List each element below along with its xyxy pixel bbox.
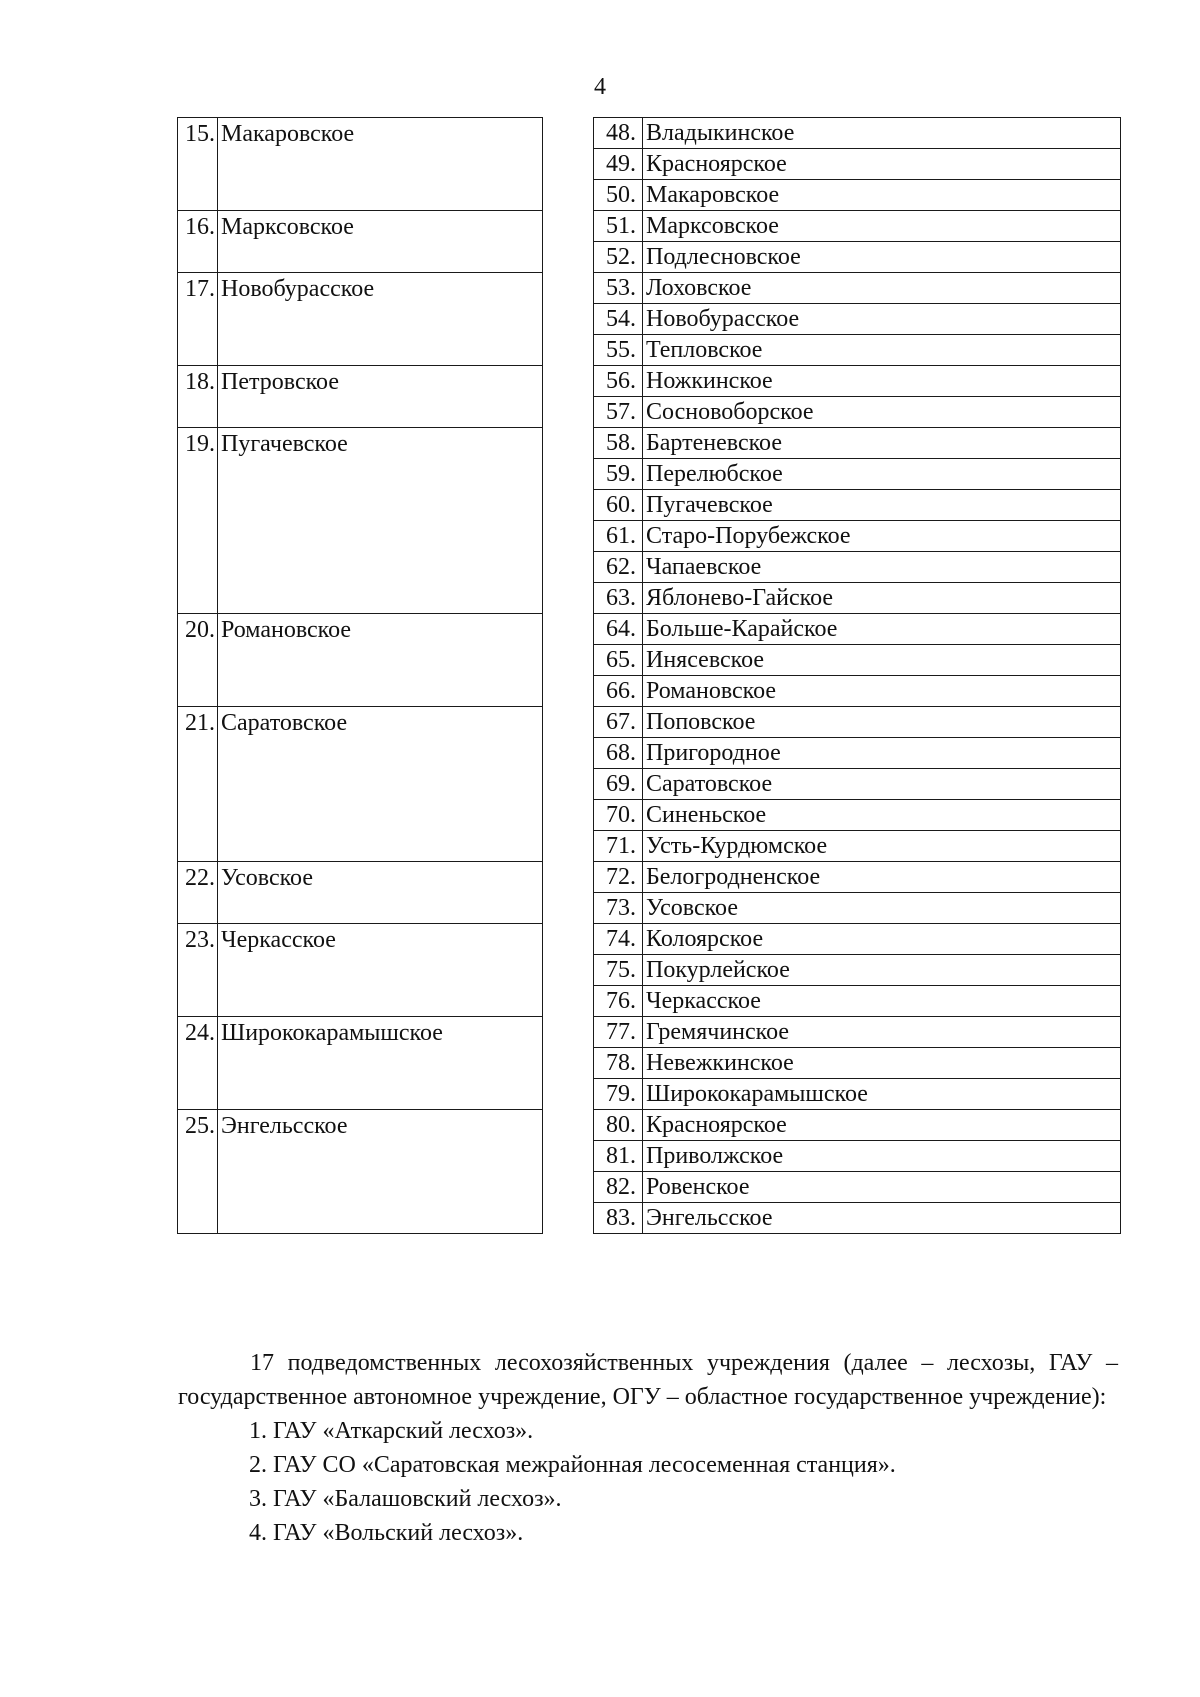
district-number: 17. (178, 273, 218, 366)
page-number: 4 (594, 74, 606, 100)
forestry-name: Марксовское (643, 211, 1121, 242)
forestry-name: Новобурасское (643, 304, 1121, 335)
forestry-number: 62. (594, 552, 643, 583)
district-number: 18. (178, 366, 218, 428)
forestry-number: 76. (594, 986, 643, 1017)
forestry-table-body (178, 118, 1121, 1234)
forestry-number: 72. (594, 862, 643, 893)
district-number: 24. (178, 1017, 218, 1110)
district-number: 22. (178, 862, 218, 924)
forestry-name: Романовское (643, 676, 1121, 707)
forestry-number: 48. (594, 118, 643, 149)
forestry-name: Усть-Курдюмское (643, 831, 1121, 862)
forestry-name: Старо-Порубежское (643, 521, 1121, 552)
forestry-number: 53. (594, 273, 643, 304)
forestry-number: 83. (594, 1203, 643, 1234)
district-name: Новобурасское (218, 273, 543, 366)
forestry-name: Владыкинское (643, 118, 1121, 149)
forestry-number: 81. (594, 1141, 643, 1172)
table-row (178, 211, 1121, 242)
spacer-cell (543, 428, 594, 614)
table-row (178, 118, 1121, 149)
table-row (178, 1110, 1121, 1141)
forestry-name: Поповское (643, 707, 1121, 738)
forestry-number: 79. (594, 1079, 643, 1110)
table-row (178, 924, 1121, 955)
spacer-cell (543, 614, 594, 707)
forestry-name: Тепловское (643, 335, 1121, 366)
district-name: Энгельсское (218, 1110, 543, 1234)
forestry-number: 57. (594, 397, 643, 428)
table-row (178, 273, 1121, 304)
district-name: Марксовское (218, 211, 543, 273)
forestry-number: 59. (594, 459, 643, 490)
forestry-number: 73. (594, 893, 643, 924)
forestry-table (177, 117, 1121, 1234)
forestry-name: Покурлейское (643, 955, 1121, 986)
district-number: 20. (178, 614, 218, 707)
forestry-number: 58. (594, 428, 643, 459)
district-number: 25. (178, 1110, 218, 1234)
forestry-number: 70. (594, 800, 643, 831)
forestry-name: Пугачевское (643, 490, 1121, 521)
district-name: Саратовское (218, 707, 543, 862)
district-number: 19. (178, 428, 218, 614)
spacer-cell (543, 366, 594, 428)
forestry-number: 50. (594, 180, 643, 211)
district-name: Пугачевское (218, 428, 543, 614)
forestry-number: 56. (594, 366, 643, 397)
table-row (178, 428, 1121, 459)
forestry-name: Инясевское (643, 645, 1121, 676)
forestry-number: 74. (594, 924, 643, 955)
forestry-number: 69. (594, 769, 643, 800)
forestry-name: Белогродненское (643, 862, 1121, 893)
list-item: 1. ГАУ «Аткарский лесхоз». (249, 1418, 534, 1444)
forestry-number: 82. (594, 1172, 643, 1203)
table-row (178, 366, 1121, 397)
forestry-name: Приволжское (643, 1141, 1121, 1172)
forestry-number: 65. (594, 645, 643, 676)
list-item: 3. ГАУ «Балашовский лесхоз». (249, 1486, 562, 1512)
forestry-number: 66. (594, 676, 643, 707)
forestry-name: Синеньское (643, 800, 1121, 831)
forestry-name: Гремячинское (643, 1017, 1121, 1048)
text-block (178, 1346, 1118, 1550)
forestry-name: Макаровское (643, 180, 1121, 211)
district-number: 15. (178, 118, 218, 211)
forestry-number: 54. (594, 304, 643, 335)
forestry-name: Ширококарамышское (643, 1079, 1121, 1110)
table-row (178, 862, 1121, 893)
spacer-cell (543, 924, 594, 1017)
forestry-number: 64. (594, 614, 643, 645)
forestry-name: Красноярское (643, 149, 1121, 180)
forestry-name: Бартеневское (643, 428, 1121, 459)
table-row (178, 614, 1121, 645)
district-name: Макаровское (218, 118, 543, 211)
forestry-name: Лоховское (643, 273, 1121, 304)
district-number: 16. (178, 211, 218, 273)
forestry-number: 49. (594, 149, 643, 180)
forestry-number: 78. (594, 1048, 643, 1079)
forestry-name: Подлесновское (643, 242, 1121, 273)
forestry-number: 63. (594, 583, 643, 614)
list-item: 4. ГАУ «Вольский лесхоз». (249, 1520, 524, 1546)
district-name: Петровское (218, 366, 543, 428)
forestry-name: Саратовское (643, 769, 1121, 800)
forestry-name: Яблонево-Гайское (643, 583, 1121, 614)
district-name: Романовское (218, 614, 543, 707)
list-item: 2. ГАУ СО «Саратовская межрайонная лесосеменная станция». (249, 1452, 896, 1478)
district-name: Черкасское (218, 924, 543, 1017)
forestry-name: Чапаевское (643, 552, 1121, 583)
district-number: 21. (178, 707, 218, 862)
spacer-cell (543, 862, 594, 924)
forestry-name: Колоярское (643, 924, 1121, 955)
forestry-name: Энгельсское (643, 1203, 1121, 1234)
district-name: Усовское (218, 862, 543, 924)
forestry-name: Черкасское (643, 986, 1121, 1017)
district-number: 23. (178, 924, 218, 1017)
forestry-name: Ровенское (643, 1172, 1121, 1203)
table-row (178, 1017, 1121, 1048)
forestry-name: Красноярское (643, 1110, 1121, 1141)
forestry-number: 51. (594, 211, 643, 242)
forestry-number: 55. (594, 335, 643, 366)
forestry-number: 52. (594, 242, 643, 273)
spacer-cell (543, 1110, 594, 1234)
forestry-number: 71. (594, 831, 643, 862)
spacer-cell (543, 707, 594, 862)
spacer-cell (543, 211, 594, 273)
forestry-name: Ножкинское (643, 366, 1121, 397)
forestry-number: 67. (594, 707, 643, 738)
forestry-name: Усовское (643, 893, 1121, 924)
spacer-cell (543, 1017, 594, 1110)
forestry-number: 80. (594, 1110, 643, 1141)
spacer-cell (543, 118, 594, 211)
intro-paragraph: 17 подведомственных лесохозяйственных учреждения (далее – лесхозы, ГАУ – государственное автономное учреждение, ОГУ – областное государственное учреждение): (178, 1350, 1118, 1410)
forestry-number: 77. (594, 1017, 643, 1048)
spacer-cell (543, 273, 594, 366)
forestry-name: Перелюбское (643, 459, 1121, 490)
forestry-name: Больше-Карайское (643, 614, 1121, 645)
forestry-number: 68. (594, 738, 643, 769)
forestry-name: Пригородное (643, 738, 1121, 769)
forestry-number: 60. (594, 490, 643, 521)
forestry-number: 61. (594, 521, 643, 552)
table-row (178, 707, 1121, 738)
forestry-name: Сосновоборское (643, 397, 1121, 428)
district-name: Ширококарамышское (218, 1017, 543, 1110)
forestry-name: Невежкинское (643, 1048, 1121, 1079)
forestry-number: 75. (594, 955, 643, 986)
